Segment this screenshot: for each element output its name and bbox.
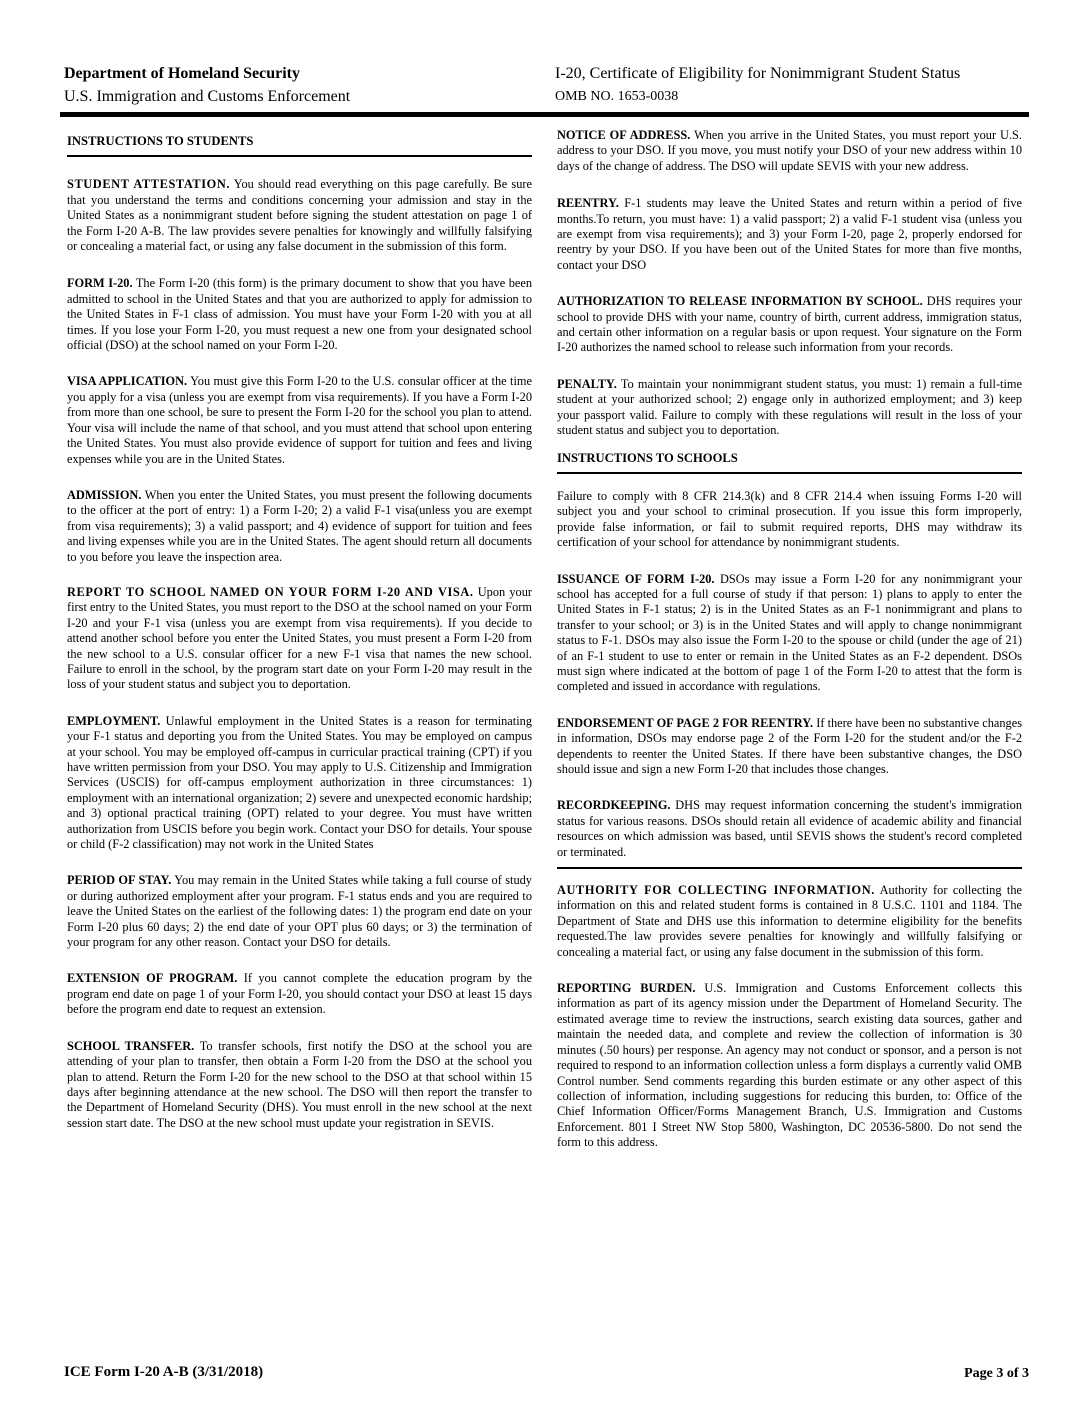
section-heading: REENTRY.	[557, 196, 619, 211]
section-text: Upon your first entry to the United States, you must report to the DSO at the school named on your Form I-20 and your F-1 visa (unless you are exempt from visa requirements). If you decide to attend another school before you enter the United States, you must present a Form I-20 from the new school to a U.S. consular officer for a new F-1 visa that names the new school. Failure to enroll in the school, by the program start date on your Form I-20 may result in the loss of your student status and subject you to deportation.	[67, 584, 532, 692]
section-text: DHS may request information concerning the student's immigration status for various reasons. DSOs should retain all evidence of academic ability and financial resources on which admission was based, until SEVIS shows the student's record completed or terminated.	[557, 798, 1022, 859]
sub-agency-name: U.S. Immigration and Customs Enforcement	[64, 88, 351, 105]
section-title-students: INSTRUCTIONS TO STUDENTS	[67, 134, 532, 157]
section-heading: ADMISSION.	[67, 487, 142, 502]
student-attestation	[67, 177, 532, 254]
section-heading: NOTICE OF ADDRESS.	[557, 128, 691, 142]
left-column	[67, 126, 532, 1131]
section-heading: EMPLOYMENT.	[67, 713, 161, 728]
section-heading: ENDORSEMENT OF PAGE 2 FOR REENTRY.	[557, 715, 814, 730]
authority-for-collecting	[557, 883, 1022, 960]
penalty	[557, 377, 1022, 439]
visa-application	[67, 374, 532, 466]
period-of-stay	[67, 873, 532, 950]
reporting-burden	[557, 981, 1022, 1150]
footer-form-id: ICE Form I-20 A-B (3/31/2018)	[64, 1364, 264, 1380]
section-text: You may remain in the United States while taking a full course of study or during authorized employment after your program. F-1 status ends and you are required to leave the United States on the earliest of the following dates: 1) the program end date on your Form I-20 plus 60 days; 2) the end date of your OPT plus 60 days; or 3) the termination of your program for any other reason. Contact your DSO for details.	[67, 873, 532, 950]
admission	[67, 488, 532, 565]
form-i20	[67, 276, 532, 353]
section-heading: RECORDKEEPING.	[557, 798, 671, 813]
section-heading: AUTHORIZATION TO RELEASE INFORMATION BY SCHOOL.	[557, 294, 923, 309]
section-heading: EXTENSION OF PROGRAM.	[67, 971, 238, 986]
right-column	[557, 126, 1022, 1151]
section-heading: SCHOOL TRANSFER.	[67, 1038, 195, 1053]
section-heading: REPORT TO SCHOOL NAMED ON YOUR FORM I-20 AND VISA.	[67, 584, 474, 599]
section-heading: AUTHORITY FOR COLLECTING INFORMATION.	[557, 883, 875, 898]
footer-page-number: Page 3 of 3	[964, 1366, 1029, 1381]
section-heading: REPORTING BURDEN.	[557, 981, 696, 996]
section-text: Unlawful employment in the United States is a reason for terminating your F-1 status and deporting you from the United States. You may be employed on campus at your school. You may be employed off-campus in curricular practical training (CPT) if you have written permission from your DSO. You may apply to U.S. Citizenship and Immigration Services (USCIS) for off-campus employment authorization in three circumstances: 1) employment with an international organization; 2) severe and unexpected economic hardship; and 3) optional practical training (OPT) related to your degree. You must have written authorization from USCIS before you begin work. Contact your DSO for details. Your spouse or child (F-2 classification) may not work in the United States	[67, 713, 532, 852]
extension-of-program	[67, 971, 532, 1017]
header-left	[64, 62, 350, 108]
section-text: To maintain your nonimmigrant student status, you must: 1) remain a full-time student at your authorized school; 2) engage only in authorized employment; and 3) keep your passport valid. Failure to comply with these regulations will result in the loss of your student status and subject you to deportation.	[557, 376, 1022, 438]
endorsement-page2	[557, 716, 1022, 778]
section-title-schools: INSTRUCTIONS TO SCHOOLS	[557, 451, 1022, 474]
section-text: To transfer schools, first notify the DSO at the school you are attending of your plan to transfer, then obtain a Form I-20 from the DSO at the school you plan to attend. Return the Form I-20 for the new school to the DSO at that school within 15 days after beginning attendance at the new school. The DSO will then report the transfer to the Department of Homeland Security (DHS). You must enroll in the new school at the next session start date. The DSO at the new school must update your registration in SEVIS.	[67, 1038, 532, 1130]
section-heading: PENALTY.	[557, 376, 617, 391]
section-heading: STUDENT ATTESTATION.	[67, 177, 231, 192]
authorization-to-release	[557, 294, 1022, 356]
section-text: DSOs may issue a Form I-20 for any nonimmigrant your school has accepted for a full course of study if that person: 1) plans to apply to enter the United States in F-1 status; 2) is in the United States as an F-1 nonimmigrant and plans to transfer to your school; or 3) is in the United States and will apply to change nonimmigrant status to F-1. DSOs may also issue the Form I-20 to the spouse or child (under the age of 21) of an F-1 student to use to enter or remain in the United States as an F-2 dependent. DSOs must sign where indicated at the bottom of page 1 of the Form I-20 to attest that the form is completed and issued in accordance with regulations.	[557, 571, 1023, 694]
section-text: F-1 students may leave the United States and return within a period of five months.To return, you must have: 1) a valid passport; 2) a valid F-1 student visa (unless you are exempt from visa requirements); and 3) your Form I-20, page 2, properly endorsed for reentry by your DSO. If you have been out of the United States for more than five months, contact your DSO	[557, 196, 1022, 272]
reentry	[557, 196, 1022, 273]
schools-intro: Failure to comply with 8 CFR 214.3(k) and 8 CFR 214.4 when issuing Forms I-20 will subject you and your school to criminal prosecution. If you issue this form improperly, provide false information, or fail to submit required reports, DHS may withdraw its certification of your school for attendance by nonimmigrant students.	[557, 488, 1022, 550]
header-right	[555, 62, 960, 108]
section-text: If there have been no substantive changes in information, DSOs may endorse page 2 of the Form I-20 for the student and/or the F-2 dependents to reenter the United States. If there have been substantive changes, the DSO should issue and sign a new Form I-20 that includes those changes.	[557, 715, 1022, 776]
agency-name: Department of Homeland Security	[64, 65, 300, 82]
recordkeeping	[557, 798, 1022, 869]
section-heading: VISA APPLICATION.	[67, 374, 188, 389]
section-heading: ISSUANCE OF FORM I-20.	[557, 571, 715, 586]
section-text: The Form I-20 (this form) is the primary document to show that you have been admitted to school in the United States and that you are authorized to apply for admission to the United States in F-1 class of admission. You must have your Form I-20 with you at all times. If you lose your Form I-20, you must request a new one from your designated school official (DSO) at the school named on your Form I-20.	[67, 276, 532, 353]
issuance-of-form	[557, 572, 1022, 695]
omb-number: OMB NO. 1653-0038	[555, 89, 679, 104]
section-heading: FORM I-20.	[67, 276, 133, 291]
report-to-school	[67, 585, 532, 693]
section-text: You should read everything on this page carefully. Be sure that you understand the terms and conditions concerning your admission and stay in the United States as a nonimmigrant student before signing the student attestation on page 1 of the Form I-20 A-B. The law provides severe penalties for knowingly and willfully falsifying or concealing a material fact, or using any false document in the submission of this form.	[67, 177, 532, 254]
section-heading: PERIOD OF STAY.	[67, 873, 172, 888]
school-transfer	[67, 1039, 532, 1131]
form-title: I-20, Certificate of Eligibility for Nonimmigrant Student Status	[555, 65, 961, 82]
section-text: When you arrive in the United States, you must report your U.S. address to your DSO. If you move, you must notify your DSO of your new address within 10 days of the change of address. The DSO will update SEVIS with your new address.	[557, 128, 1022, 173]
section-text: U.S. Immigration and Customs Enforcement collects this information as part of its agency mission under the Department of Homeland Security. The estimated average time to review the instructions, search existing data sources, gather and maintain the needed data, and complete and review the collection of information is 30 minutes (.50 hours) per response. An agency may not conduct or sponsor, and a person is not required to respond to an information collection unless a form displays a currently valid OMB Control number. Send comments regarding this burden estimate or any other aspect of this collection of information, including suggestions for reducing this burden, to: Office of the Chief Information Officer/Forms Management Branch, U.S. Immigration and Customs Enforcement. 801 I Street NW Stop 5800, Washington, DC 20536-5800. Do not send the form to this address.	[557, 981, 1022, 1150]
section-text: Authority for collecting the information on this and related student forms is contained in 8 U.S.C. 1101 and 1184. The Department of State and DHS use this information to determine eligibility for the benefits requested.The law provides severe penalties for knowingly and willfully falsifying or concealing a material fact, or using any false document in the submission of this form.	[557, 883, 1022, 959]
employment	[67, 714, 532, 853]
section-text: If you cannot complete the education program by the program end date on page 1 of your Form I-20, you should contact your DSO at least 15 days before the program end date to request an extension.	[67, 971, 532, 1017]
section-text: You must give this Form I-20 to the U.S. consular officer at the time you apply for a visa (unless you are exempt from visa requirements). If you have a Form I-20 from more than one school, be sure to present the Form I-20 for the school you plan to attend. Your visa will include the name of that school, and you must attend that school upon entering the United States. You must also provide evidence of support for tuition and fees and living expenses while you are in the United States.	[67, 374, 532, 466]
section-text: DHS requires your school to provide DHS with your name, country of birth, current address, immigration status, and certain other information on a regular basis or upon request. Your signature on the Form I-20 authorizes the named school to release such information from your records.	[557, 294, 1022, 355]
section-text: When you enter the United States, you must present the following documents to the officer at the port of entry: 1) a Form I-20; 2) a valid F-1 visa(unless you are exempt from visa requirements); 3) a valid passport; and 4) evidence of support for tuition and fees and living expenses while you are in the United States. The agent should return all documents to you before you leave the inspection area.	[67, 487, 532, 564]
notice-of-address	[557, 128, 1022, 174]
header-divider	[60, 112, 1029, 117]
